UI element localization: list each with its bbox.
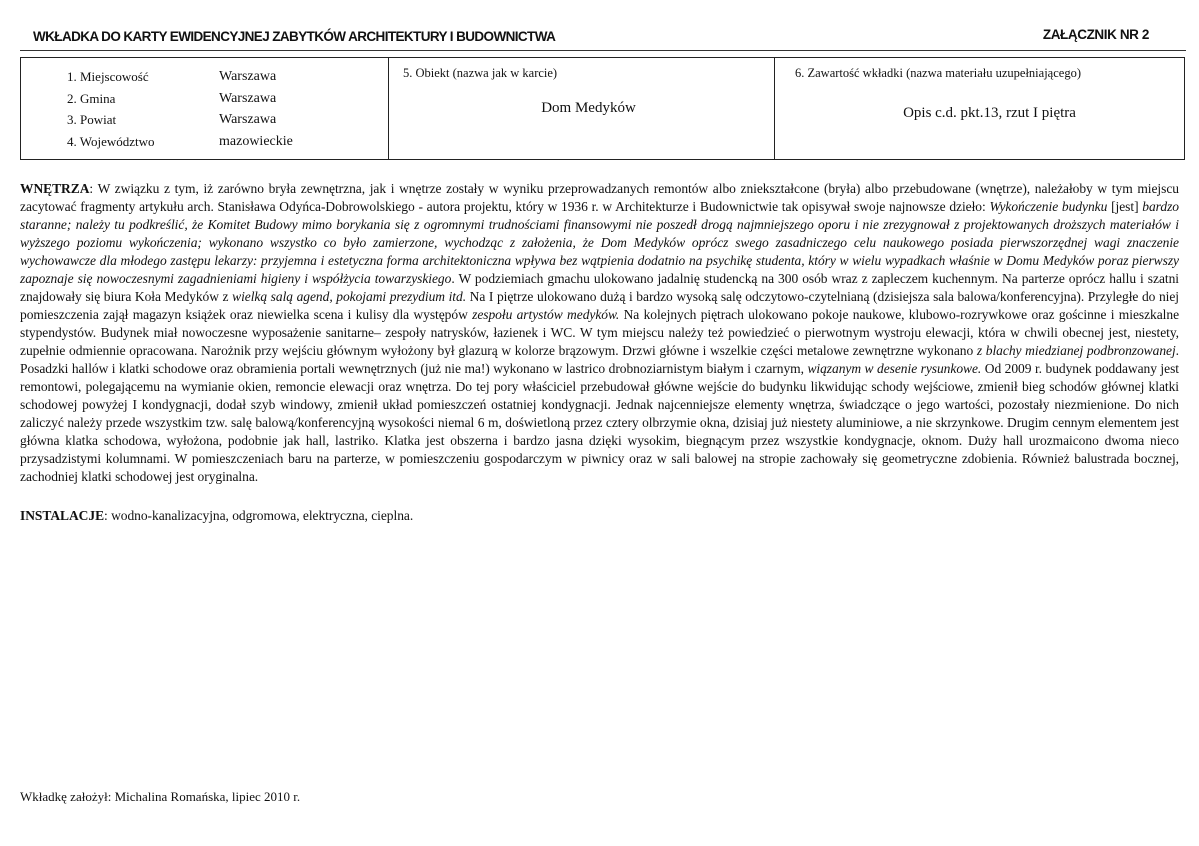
interiors-text: Od 2009 r. budynek poddawany jest remontowi, polegającemu na wymianie okien, remoncie elewacji oraz wnętrza. Do tej pory właściciel przebudował główne wejście do budynku likwidując schody wejściowe, zmienił bieg schodów głównej klatki schodowej powyżej I kondygnacji, dodał szyb windowy, zmienił układ pomieszczeń ostatniej kondygnacji. Jednak najcenniejsze elementy wnętrza, świadczące o jego wartości, pozostały niezmienione. Do nich zaliczyć należy przede wszystkim tzw. salę balową/konferencyjną wysokości niemal 6 m, doświetloną przez cztery olbrzymie okna, dzisiaj już niestety aluminiowe, a nie skrzynkowe. Drugim cennym elementem jest główna klatka schodowa, wyłożona, podobnie jak hall, lastriko. Klatka jest obszerna i bardzo jasna dzięki wysokim, biegnącym przez wszystkie kondygnacje, oknom. Duży hall urozmaicono dwoma nieco przysadzistymi kolumnami. W pomieszczeniach baru na parterze, w pomieszczeniu gospodarczym w piwnicy oraz w sali balowej na stropie zachowały się geometryczne zdobienia. Również balustrada bocznej, zachodniej klatki schodowej jest oryginalna. — [20, 361, 1179, 484]
document-body — [20, 180, 1179, 525]
interiors-text: [jest] — [1107, 199, 1143, 214]
installations-separator: : — [104, 508, 112, 523]
interiors-heading: WNĘTRZA — [20, 181, 90, 196]
location-cell — [21, 58, 389, 159]
installations-paragraph — [20, 507, 1179, 525]
interiors-quote: wiązanym w desenie rysunkowe. — [807, 361, 982, 376]
location-row-town — [67, 66, 388, 88]
location-value: Warszawa — [219, 90, 277, 106]
interiors-quote: z blachy miedzianej podbronzowanej — [976, 343, 1176, 358]
object-cell — [389, 58, 775, 159]
location-label: 4. Województwo — [67, 133, 155, 149]
attachment-label: ZAŁĄCZNIK NR 2 — [1042, 27, 1149, 42]
location-row-commune — [67, 88, 388, 110]
interiors-text: . W podziemiach gmachu ulokowano jadalnię studencką na 300 osób wraz z zapleczem kuchennym. Na parterze oprócz hallu i szatni znajdowały się biura Koła Medyków z — [20, 271, 1179, 304]
object-value: Dom Medyków — [541, 100, 636, 116]
info-table — [20, 57, 1185, 160]
author-footer: Wkładkę założył: Michalina Romańska, lipiec 2010 r. — [20, 789, 301, 804]
contents-cell — [775, 58, 1184, 159]
location-label: 1. Miejscowość — [67, 69, 149, 84]
interiors-text: W związku z tym, iż zarówno bryła zewnętrzna, jak i wnętrze zostały w wyniku przeprowadzanych remontów albo zniekształcone (bryła) albo przebudowane (wnętrze), należałoby w tym miejscu zacytować fragmenty artykułu arch. Stanisława Odyńca-Dobrowolskiego - autora projektu, który w 1936 r. w Architekturze i Budownictwie tak opisywał swoje najnowsze dzieło: — [20, 181, 1179, 214]
interiors-quote: Wykończenie budynku — [989, 199, 1108, 214]
installations-text: wodno-kanalizacyjna, odgromowa, elektryczna, cieplna. — [111, 508, 414, 523]
location-value: mazowieckie — [219, 133, 293, 149]
interiors-separator: : — [89, 181, 98, 196]
location-label: 3. Powiat — [67, 112, 117, 127]
interiors-text: Na I piętrze ulokowano dużą i bardzo wysoką salę odczytowo-czytelnianą (dzisiejsza sala balowa/konferencyjna). Przyległe do niej pomieszczenia zajął magazyn książek oraz niewielka scena i kulisy dla występów — [20, 289, 1180, 322]
contents-label: 6. Zawartość wkładki (nazwa materiału uzupełniającego) — [795, 66, 1081, 80]
interiors-text: Na kolejnych piętrach ulokowano pokoje naukowe, klubowo-rozrywkowe oraz gościnne i mieszkalne stypendystów. Budynek miał nowoczesne wyposażenie sanitarne– zespoły natrysków, łazienek i WC. W tym miejscu należy też powiedzieć o pierwotnym wystroju elewacji, która w chwili obecnej jest, niestety, zupełnie odmiennie opracowana. Narożnik przy wejściu głównym wyłożony był glazurą w kolorze brązowym. Drzwi główne i wszelkie części metalowe zewnętrzne wykonano — [20, 307, 1180, 358]
interiors-quote: zespołu artystów medyków. — [472, 307, 620, 322]
interiors-quote: bardzo staranne; należy tu podkreślić, że Komitet Budowy mimo borykania się z ogromnymi trudnościami finansowymi nie poszedł drogą najmniejszego oporu i nie zrezygnował z projektowanych droższych materiałów i wyższego poziomu wykończenia; wykonano wszystko co było zamierzone, wychodząc z założenia, że Dom Medyków oprócz swego zasadniczego celu naukowego posiada pierwszorzędnej wagi znaczenie wychowawcze dla młodego zastępu lekarzy: przyjemna i estetyczna forma architektoniczna wpływa bez wątpienia dodatnio na psychikę studenta, który w wielu wypadkach właśnie w Domu Medyków poraz pierwszy zapoznaje się nowoczesnymi zagadnieniami higieny i współżycia towarzyskiego — [20, 199, 1179, 286]
interiors-text: . Posadzki hallów i klatki schodowe oraz obramienia portali wewnętrznych (już nie ma!) wykonano w lastrico drobnoziarnistym białym i czarnym, — [20, 343, 1179, 376]
installations-heading: INSTALACJE — [20, 508, 105, 523]
location-label: 2. Gmina — [67, 90, 116, 106]
location-value: Warszawa — [219, 112, 277, 127]
header-divider — [20, 50, 1186, 51]
contents-value: Opis c.d. pkt.13, rzut I piętra — [903, 105, 1076, 121]
location-value: Warszawa — [219, 69, 277, 84]
interiors-paragraph — [20, 180, 1179, 486]
object-label: 5. Obiekt (nazwa jak w karcie) — [403, 66, 558, 80]
interiors-quote: wielką salą agend, pokojami prezydium itd. — [232, 289, 467, 304]
document-title: WKŁADKA DO KARTY EWIDENCYJNEJ ZABYTKÓW ARCHITEKTURY I BUDOWNICTWA — [33, 29, 556, 44]
location-row-county — [67, 109, 388, 131]
location-row-province — [67, 131, 388, 153]
